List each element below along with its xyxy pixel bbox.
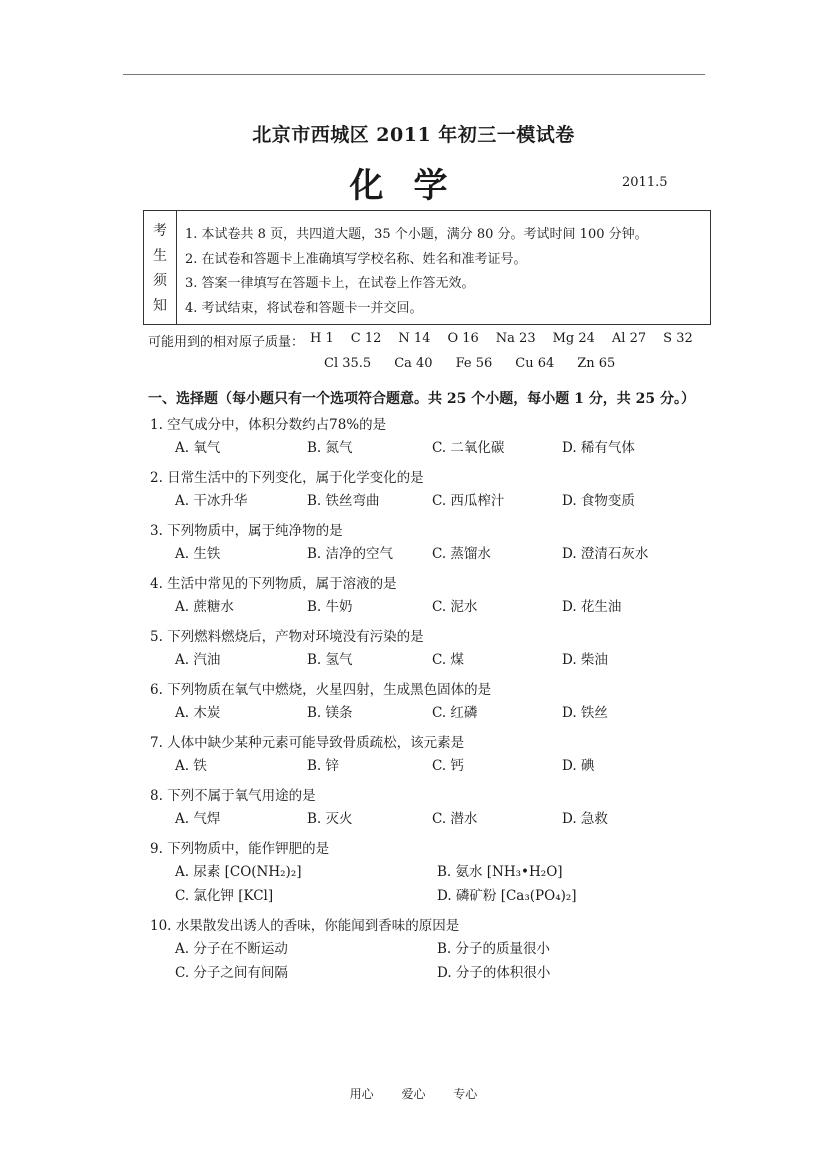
notice-items (177, 211, 710, 324)
option: D. 澄清石灰水 (562, 546, 649, 562)
atomic-mass-item: Ca 40 (394, 356, 433, 371)
atomic-mass-item: Cl 35.5 (324, 356, 372, 371)
option: C. 蒸馏水 (432, 546, 491, 562)
question-options (150, 489, 710, 513)
question (150, 573, 710, 619)
atomic-mass-item: Cu 64 (515, 356, 555, 371)
question (150, 785, 710, 831)
atomic-mass-item: C 12 (350, 331, 382, 346)
option: D. 磷矿粉 [Ca₃(PO₄)₂] (437, 888, 577, 904)
notice-heading-char: 考 (153, 222, 167, 239)
atomic-masses-row (324, 356, 708, 371)
exam-title: 北京市西城区 2011 年初三一模试卷 (252, 124, 575, 146)
question-stem: 2. 日常生活中的下列变化，属于化学变化的是 (150, 470, 424, 486)
option: A. 蔗糖水 (175, 599, 234, 615)
question-options (150, 884, 710, 908)
atomic-mass-item: Mg 24 (552, 331, 595, 346)
question (150, 467, 710, 513)
atomic-mass-item: Zn 65 (577, 356, 616, 371)
option: D. 柴油 (562, 652, 608, 668)
exam-date: 2011.5 (622, 175, 668, 190)
option: C. 西瓜榨汁 (432, 493, 505, 509)
question-stem: 10. 水果散发出诱人的香味，你能闻到香味的原因是 (150, 918, 460, 934)
option: B. 洁净的空气 (307, 546, 394, 562)
question-stem: 1. 空气成分中，体积分数约占78%的是 (150, 417, 387, 433)
section-heading: 一、选择题（每小题只有一个选项符合题意。共 25 个小题，每小题 1 分，共 25 分。） (148, 391, 695, 407)
question-stem: 5. 下列燃料燃烧后，产物对环境没有污染的是 (150, 629, 424, 645)
option: A. 气焊 (175, 811, 221, 827)
option: D. 食物变质 (562, 493, 635, 509)
question-options (150, 542, 710, 566)
question-options (150, 754, 710, 778)
notice-heading-char: 生 (153, 247, 167, 264)
option: D. 花生油 (562, 599, 622, 615)
question-list (150, 414, 710, 992)
notice-item: 1. 本试卷共 8 页，共四道大题，35 个小题，满分 80 分。考试时间 100 分钟。 (185, 227, 648, 242)
option: A. 氧气 (175, 440, 221, 456)
option: D. 急救 (562, 811, 608, 827)
notice-heading (144, 211, 177, 324)
question (150, 838, 710, 908)
atomic-mass-item: N 14 (398, 331, 431, 346)
option: C. 分子之间有间隔 (175, 965, 288, 981)
option: B. 氮气 (307, 440, 353, 456)
option: D. 分子的体积很小 (437, 965, 551, 981)
option: B. 铁丝弯曲 (307, 493, 380, 509)
top-rule (123, 74, 705, 75)
option: A. 铁 (175, 758, 207, 774)
option: A. 分子在不断运动 (175, 941, 288, 957)
question-stem: 4. 生活中常见的下列物质，属于溶液的是 (150, 576, 397, 592)
option: B. 牛奶 (307, 599, 353, 615)
option: B. 灭火 (307, 811, 353, 827)
option: A. 生铁 (175, 546, 221, 562)
option: C. 二氧化碳 (432, 440, 505, 456)
question-options (150, 595, 710, 619)
atomic-mass-item: S 32 (663, 331, 693, 346)
atomic-masses-row (148, 331, 708, 350)
atomic-masses-label: 可能用到的相对原子质量： (148, 335, 305, 350)
option: C. 煤 (432, 652, 464, 668)
option: C. 钙 (432, 758, 464, 774)
option: C. 氯化钾 [KCl] (175, 888, 274, 904)
atomic-mass-item: O 16 (447, 331, 479, 346)
question-options (150, 937, 710, 961)
question-options (150, 807, 710, 831)
notice-item: 4. 考试结束，将试卷和答题卡一并交回。 (185, 300, 423, 316)
option: D. 铁丝 (562, 705, 608, 721)
option: A. 尿素 [CO(NH₂)₂] (175, 864, 302, 880)
option: C. 红磷 (432, 705, 478, 721)
question-stem: 7. 人体中缺少某种元素可能导致骨质疏松，该元素是 (150, 735, 465, 751)
question-options (150, 860, 710, 884)
notice-heading-char: 知 (153, 298, 167, 315)
question-stem: 8. 下列不属于氧气用途的是 (150, 788, 316, 804)
notice-heading-char: 须 (153, 273, 167, 290)
atomic-masses (148, 331, 708, 371)
option: C. 潜水 (432, 811, 478, 827)
question-options (150, 648, 710, 672)
question (150, 520, 710, 566)
question-stem: 6. 下列物质在氧气中燃烧，火星四射，生成黑色固体的是 (150, 682, 492, 698)
question (150, 732, 710, 778)
atomic-mass-item: Fe 56 (455, 356, 493, 371)
option: A. 木炭 (175, 705, 221, 721)
option: A. 汽油 (175, 652, 221, 668)
question (150, 626, 710, 672)
atomic-mass-item: Al 27 (611, 331, 647, 346)
question-options (150, 436, 710, 460)
option: C. 泥水 (432, 599, 478, 615)
question-stem: 3. 下列物质中，属于纯净物的是 (150, 523, 343, 539)
subject-title: 化学 (349, 166, 478, 206)
question (150, 414, 710, 460)
option: B. 锌 (307, 758, 340, 774)
option: B. 氢气 (307, 652, 353, 668)
atomic-mass-item: Na 23 (495, 331, 536, 346)
option: D. 碘 (562, 758, 595, 774)
notice-item: 2. 在试卷和答题卡上准确填写学校名称、姓名和准考证号。 (185, 251, 527, 267)
option: B. 分子的质量很小 (437, 941, 551, 957)
question-stem: 9. 下列物质中，能作钾肥的是 (150, 841, 330, 857)
page-footer: 用心 爱心 专心 (349, 1087, 478, 1101)
option: B. 镁条 (307, 705, 353, 721)
atomic-mass-item: H 1 (310, 331, 334, 346)
option: A. 干冰升华 (175, 493, 248, 509)
question-options (150, 961, 710, 985)
option: D. 稀有气体 (562, 440, 635, 456)
question-options (150, 701, 710, 725)
candidate-notice-box (143, 210, 711, 325)
notice-item: 3. 答案一律填写在答题卡上，在试卷上作答无效。 (185, 276, 475, 291)
question (150, 679, 710, 725)
question (150, 915, 710, 985)
option: B. 氨水 [NH₃•H₂O] (437, 864, 563, 880)
